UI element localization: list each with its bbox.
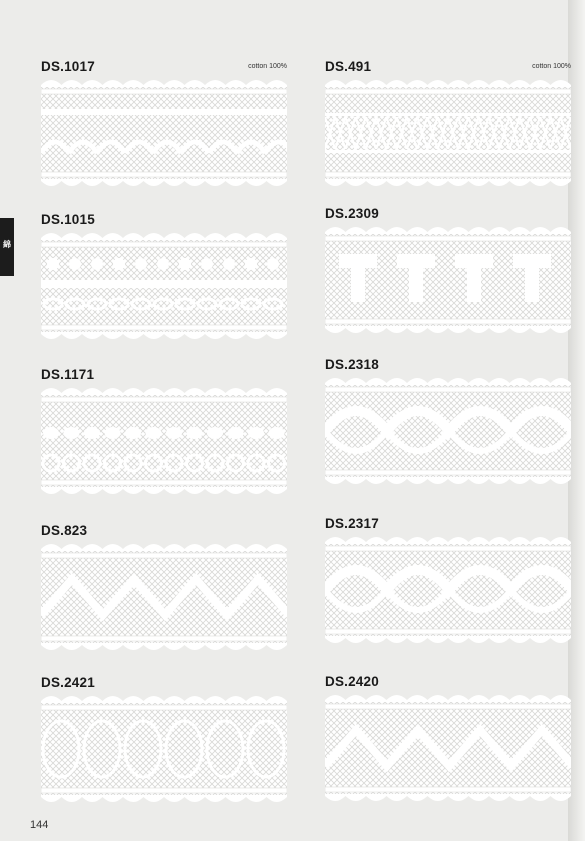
lace-swatch-image[interactable] xyxy=(325,373,571,489)
product-code: DS.1171 xyxy=(41,367,95,382)
product-code: DS.1015 xyxy=(41,212,95,227)
section-tab xyxy=(0,218,14,276)
lace-swatch-image[interactable] xyxy=(41,75,287,191)
lace-swatch-image[interactable] xyxy=(325,222,571,338)
lace-swatch-image[interactable] xyxy=(41,691,287,807)
product-code: DS.2420 xyxy=(325,674,379,689)
product-code: DS.2317 xyxy=(325,516,379,531)
lace-swatch-image[interactable] xyxy=(325,75,571,191)
product-code: DS.491 xyxy=(325,59,372,74)
product-code: DS.2309 xyxy=(325,206,379,221)
lace-swatch-image[interactable] xyxy=(41,539,287,655)
lace-swatch-image[interactable] xyxy=(325,690,571,806)
lace-swatch-image[interactable] xyxy=(325,532,571,648)
material-label: cotton 100% xyxy=(248,63,287,70)
lace-swatch-image[interactable] xyxy=(41,228,287,344)
section-tab-label: 綿 xyxy=(3,240,11,249)
page-number: 144 xyxy=(30,819,49,831)
product-code: DS.2318 xyxy=(325,357,379,372)
lace-swatch-image[interactable] xyxy=(41,383,287,499)
material-label: cotton 100% xyxy=(532,63,571,70)
product-code: DS.2421 xyxy=(41,675,95,690)
product-code: DS.823 xyxy=(41,523,88,538)
product-code: DS.1017 xyxy=(41,59,95,74)
